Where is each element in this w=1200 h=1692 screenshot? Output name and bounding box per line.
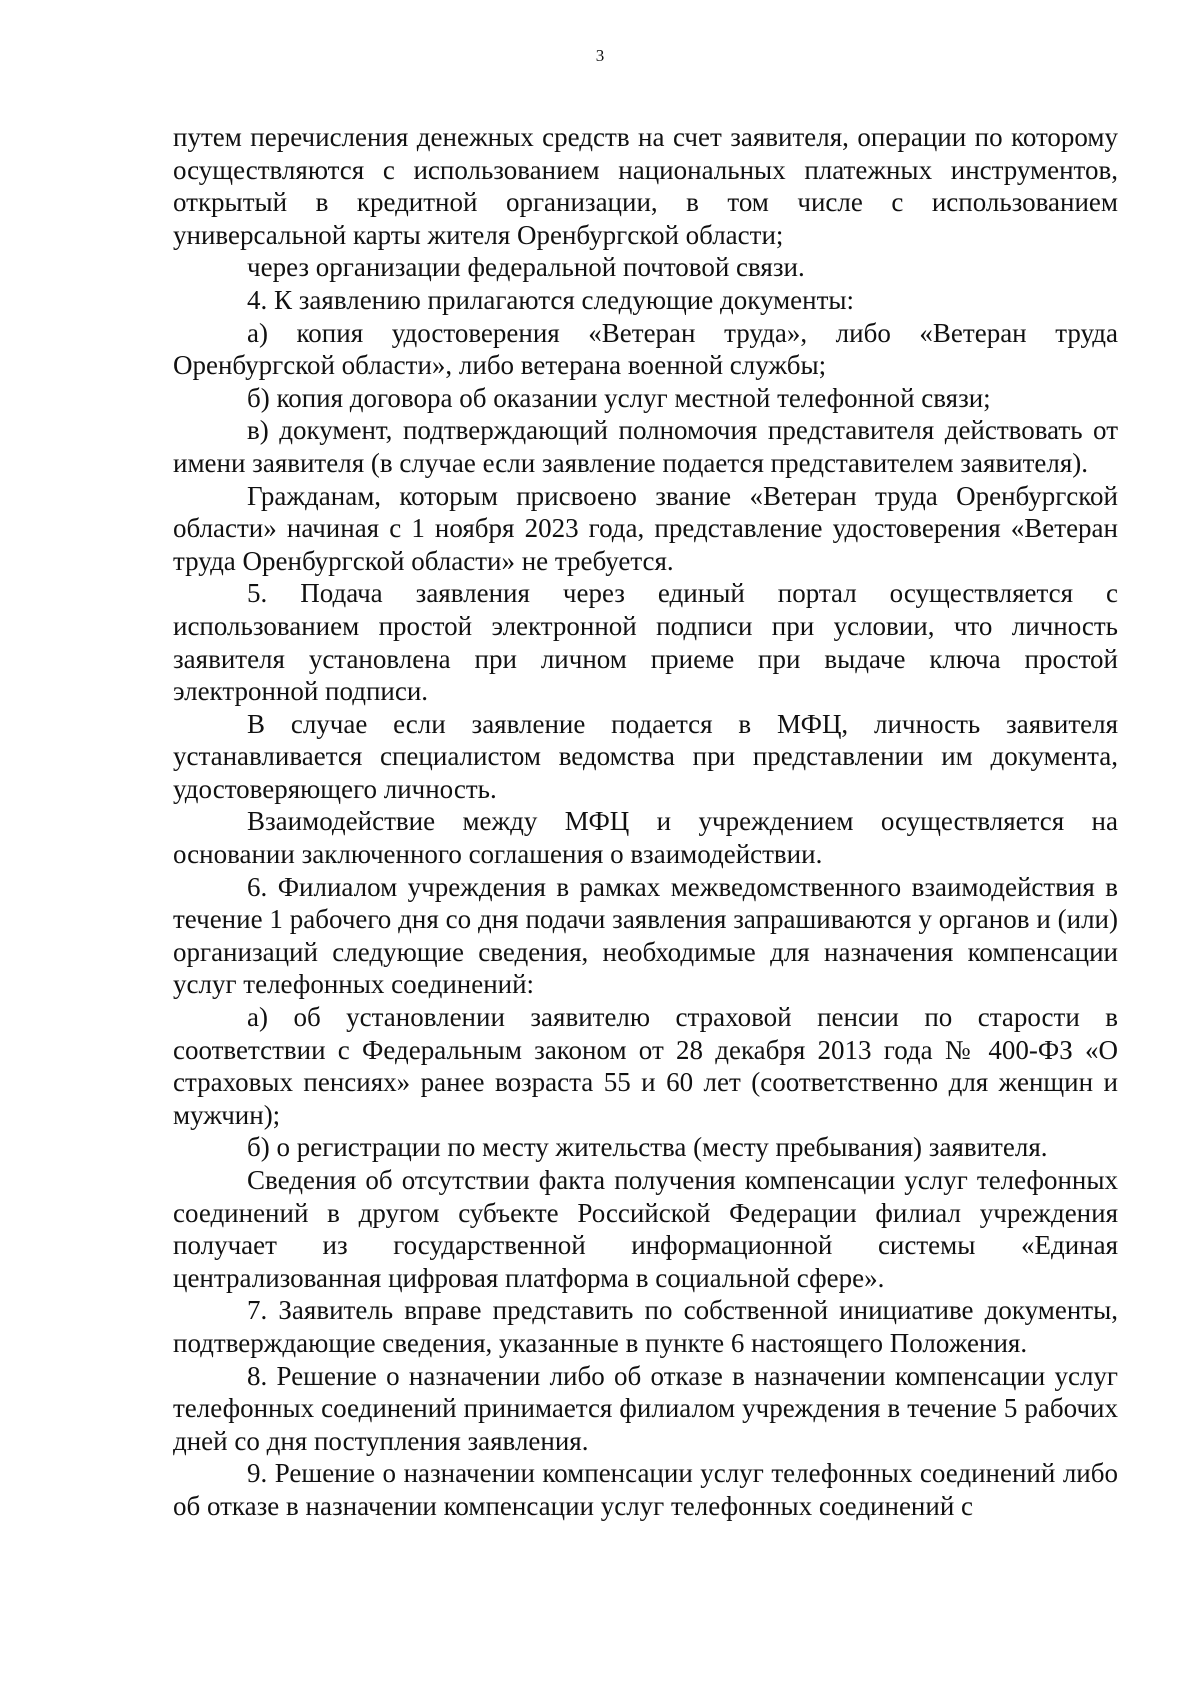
paragraph-item-6: 6. Филиалом учреждения в рамках межведомственного взаимодействия в течение 1 рабочего дня со дня подачи заявления запрашиваются у органов и (или) организаций следующие сведения, необходимые для назначения компенсации услуг телефонных соединений: [173, 871, 1118, 1000]
paragraph-item-7: 7. Заявитель вправе представить по собственной инициативе документы, подтверждающие сведения, указанные в пункте 6 настоящего Положения. [173, 1295, 1118, 1358]
paragraph-payment-method-post: через организации федеральной почтовой связи. [247, 252, 805, 283]
paragraph-payment-method-bank: путем перечисления денежных средств на счет заявителя, операции по которому осуществляются с использованием национальных платежных инструментов, открытый в кредитной организации, в том числе с использованием универсальной карты жителя Оренбургской области; [173, 122, 1118, 250]
document-body [173, 121, 1118, 1523]
paragraph-item-8: 8. Решение о назначении либо об отказе в назначении компенсации услуг телефонных соединений принимается филиалом учреждения в течение 5 рабочих дней со дня поступления заявления. [173, 1360, 1118, 1456]
paragraph-item-4: 4. К заявлению прилагаются следующие документы: [247, 284, 855, 315]
paragraph-veteran-note: Гражданам, которым присвоено звание «Ветеран труда Оренбургской области» начиная с 1 ноября 2023 года, представление удостоверения «Ветеран труда Оренбургской области» не требуется. [173, 480, 1118, 576]
paragraph-mfc-identity: В случае если заявление подается в МФЦ, личность заявителя устанавливается специалистом ведомства при представлении им документа, удостоверяющего личность. [173, 708, 1118, 804]
paragraph-item-9: 9. Решение о назначении компенсации услуг телефонных соединений либо об отказе в назначении компенсации услуг телефонных соединений с [173, 1458, 1118, 1521]
paragraph-item-6a: а) об установлении заявителю страховой пенсии по старости в соответствии с Федеральным законом от 28 декабря 2013 года № 400-ФЗ «О страховых пенсиях» ранее возраста 55 и 60 лет (соответственно для женщин и мужчин); [173, 1002, 1118, 1130]
paragraph-item-4b: б) копия договора об оказании услуг местной телефонной связи; [247, 382, 991, 413]
paragraph-info-system: Сведения об отсутствии факта получения компенсации услуг телефонных соединений в другом субъекте Российской Федерации филиал учреждения получает из государственной информационной системы «Единая централизованная цифровая платформа в социальной сфере». [173, 1165, 1118, 1293]
page-number: 3 [595, 46, 605, 65]
paragraph-item-4v: в) документ, подтверждающий полномочия представителя действовать от имени заявителя (в случае если заявление подается представителем заявителя). [173, 415, 1118, 478]
paragraph-item-6b: б) о регистрации по месту жительства (месту пребывания) заявителя. [247, 1132, 1048, 1163]
paragraph-item-5: 5. Подача заявления через единый портал осуществляется с использованием простой электронной подписи при условии, что личность заявителя установлена при личном приеме при выдаче ключа простой электронной подписи. [173, 578, 1118, 707]
paragraph-item-4a: а) копия удостоверения «Ветеран труда», либо «Ветеран труда Оренбургской области», либо ветерана военной службы; [173, 317, 1118, 381]
paragraph-mfc-agreement: Взаимодействие между МФЦ и учреждением осуществляется на основании заключенного соглашения о взаимодействии. [173, 806, 1118, 870]
